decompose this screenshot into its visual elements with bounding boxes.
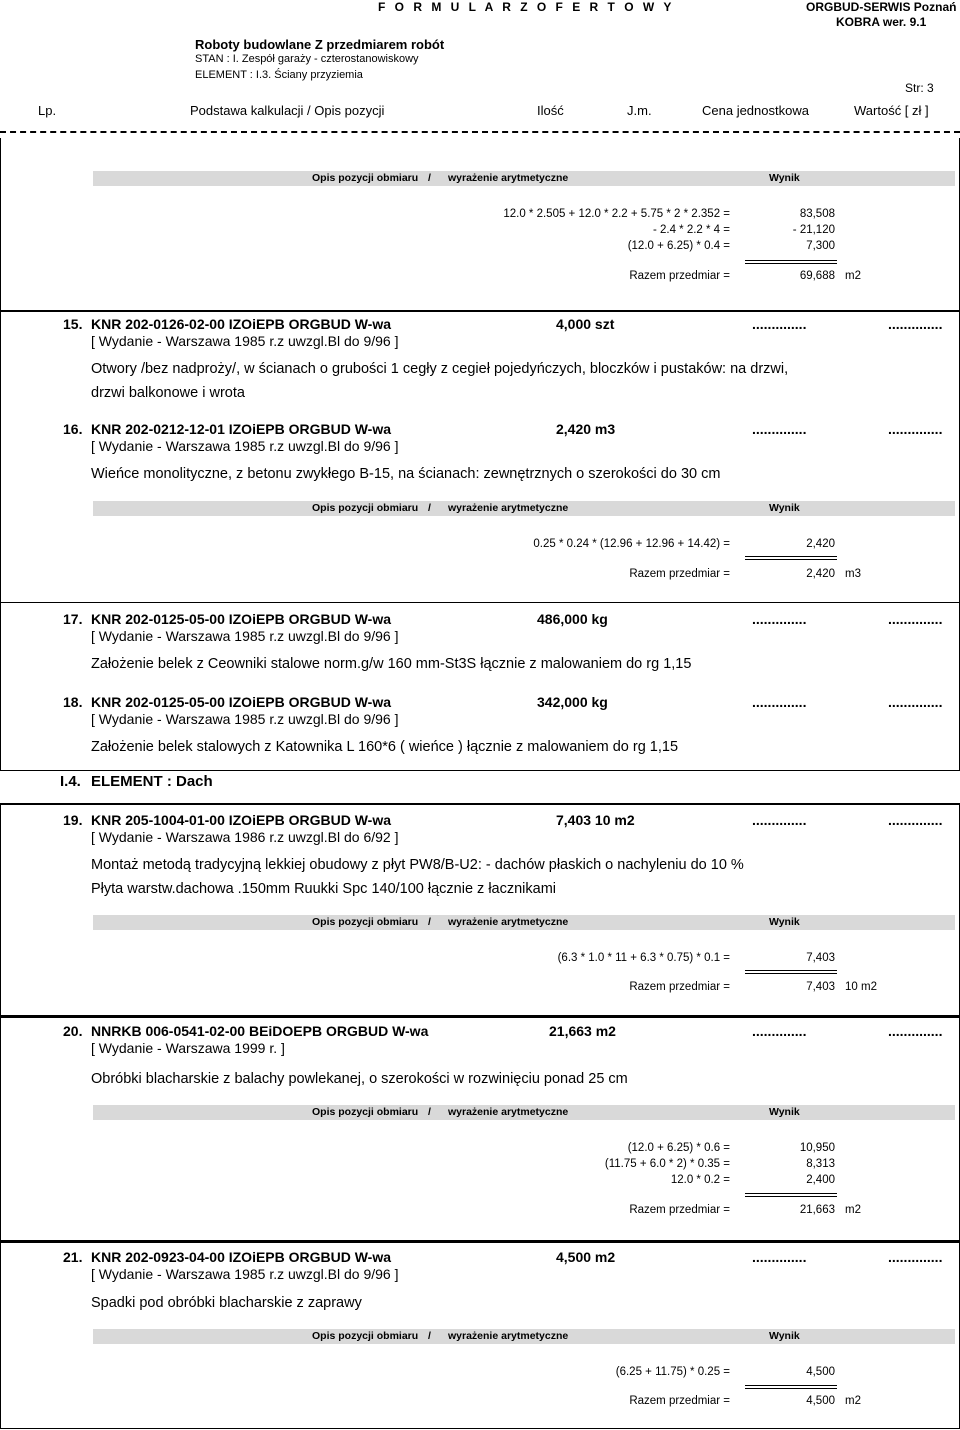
calc-header-bar: Opis pozycji obmiaru / wyrażenie arytmetyczne Wynik [93, 915, 955, 930]
header-separator [0, 131, 960, 133]
razem-label: Razem przedmiar = [629, 981, 730, 993]
item-quantity: 21,663 m2 [549, 1023, 616, 1039]
item-code: KNR 202-0125-05-00 IZOiEPB ORGBUD W-wa [91, 694, 392, 710]
item-number: 18. [63, 694, 83, 710]
item-description-line2: Płyta warstw.dachowa .150mm Ruukki Spc 140/100 łącznie z łacznikami [91, 881, 557, 897]
calc-value: 7,300 [806, 240, 835, 252]
item-description-line2: drzwi balkonowe i wrota [91, 385, 245, 401]
item-description: Założenie belek z Ceowniki stalowe norm.g/w 160 mm-St3S łącznie z malowaniem do rg 1,15 [91, 656, 692, 672]
calc-expression: - 2.4 * 2.2 * 4 = [652, 224, 730, 236]
item-edition: [ Wydanie - Warszawa 1985 r.z uwzgl.Bl do 9/96 ] [91, 711, 399, 727]
razem-label: Razem przedmiar = [629, 1395, 730, 1407]
value-dots: .............. [888, 812, 943, 828]
value-dots: .............. [888, 1023, 943, 1039]
item-number: 19. [63, 812, 83, 828]
razem-unit: 10 m2 [845, 981, 877, 993]
col-jm: J.m. [627, 103, 652, 118]
razem-value: 4,500 [806, 1395, 835, 1407]
item-number: 15. [63, 316, 83, 332]
item-code: KNR 202-0126-02-00 IZOiEPB ORGBUD W-wa [91, 316, 392, 332]
col-lp: Lp. [38, 103, 57, 118]
page-number: Str: 3 [905, 81, 934, 95]
item-code: KNR 205-1004-01-00 IZOiEPB ORGBUD W-wa [91, 812, 392, 828]
calc-value: - 21,120 [792, 224, 835, 236]
razem-label: Razem przedmiar = [629, 568, 730, 580]
document-title: Roboty budowlane Z przedmiarem robót [195, 37, 445, 52]
item-description: Obróbki blacharskie z balachy powlekanej, o szerokości w rozwinięciu ponad 25 cm [91, 1071, 628, 1087]
element-title: ELEMENT : Dach [91, 773, 213, 790]
item-edition: [ Wydanie - Warszawa 1985 r.z uwzgl.Bl do 9/96 ] [91, 438, 399, 454]
calc-expression: (12.0 + 6.25) * 0.4 = [627, 240, 730, 252]
calc-value: 2,420 [806, 538, 835, 550]
col-wartosc: Wartość [ zł ] [854, 103, 929, 118]
unit-price-dots: .............. [752, 694, 807, 710]
item-number: 21. [63, 1249, 83, 1265]
razem-unit: m2 [845, 1204, 861, 1216]
unit-price-dots: .............. [752, 812, 807, 828]
calc-header-bar: Opis pozycji obmiaru / wyrażenie arytmetyczne Wynik [93, 1329, 955, 1344]
item-quantity: 2,420 m3 [556, 421, 616, 437]
calc-value: 7,403 [806, 952, 835, 964]
calc-value: 4,500 [806, 1366, 835, 1378]
item-quantity: 4,500 m2 [556, 1249, 616, 1265]
calc-header-bar: Opis pozycji obmiaru / wyrażenie arytmetyczne Wynik [93, 171, 955, 186]
sum-rule [745, 1193, 837, 1197]
item-code: NNRKB 006-0541-02-00 BEiDOEPB ORGBUD W-wa [91, 1023, 429, 1039]
calc-expression: (12.0 + 6.25) * 0.6 = [627, 1142, 730, 1154]
item-number: 20. [63, 1023, 83, 1039]
item-number: 17. [63, 611, 83, 627]
razem-value: 2,420 [806, 568, 835, 580]
razem-unit: m3 [845, 568, 861, 580]
item-description: Spadki pod obróbki blacharskie z zaprawy [91, 1295, 362, 1311]
calc-expression: (6.25 + 11.75) * 0.25 = [615, 1366, 730, 1378]
value-dots: .............. [888, 316, 943, 332]
razem-unit: m2 [845, 1395, 861, 1407]
item-description: Założenie belek stalowych z Katownika L 160*6 ( wieńce ) łącznie z malowaniem do rg 1,15 [91, 739, 679, 755]
razem-label: Razem przedmiar = [629, 270, 730, 282]
col-ilosc: Ilość [537, 103, 564, 118]
sum-rule [745, 1385, 837, 1389]
col-cena: Cena jednostkowa [702, 103, 809, 118]
unit-price-dots: .............. [752, 421, 807, 437]
value-dots: .............. [888, 611, 943, 627]
razem-value: 21,663 [799, 1204, 835, 1216]
calc-expression: 12.0 * 0.2 = [670, 1174, 730, 1186]
item-edition: [ Wydanie - Warszawa 1999 r. ] [91, 1040, 285, 1056]
calc-expression: 0.25 * 0.24 * (12.96 + 12.96 + 14.42) = [533, 538, 730, 550]
item-number: 16. [63, 421, 83, 437]
item-quantity: 486,000 kg [537, 611, 608, 627]
unit-price-dots: .............. [752, 1249, 807, 1265]
form-title: F O R M U L A R Z O F E R T O W Y [378, 0, 675, 14]
unit-price-dots: .............. [752, 1023, 807, 1039]
item-code: KNR 202-0212-12-01 IZOiEPB ORGBUD W-wa [91, 421, 392, 437]
item-edition: [ Wydanie - Warszawa 1985 r.z uwzgl.Bl do 9/96 ] [91, 628, 399, 644]
item-description: Wieńce monolityczne, z betonu zwykłego B-15, na ścianach: zewnętrznych o szerokości do 30 cm [91, 466, 721, 482]
item-edition: [ Wydanie - Warszawa 1985 r.z uwzgl.Bl do 9/96 ] [91, 1266, 399, 1282]
col-podstawa: Podstawa kalkulacji / Opis pozycji [190, 103, 385, 118]
value-dots: .............. [888, 694, 943, 710]
sum-rule [745, 556, 837, 560]
sum-rule [745, 260, 837, 264]
element-number: I.4. [60, 773, 81, 790]
item-code: KNR 202-0125-05-00 IZOiEPB ORGBUD W-wa [91, 611, 392, 627]
item-edition: [ Wydanie - Warszawa 1986 r.z uwzgl.Bl do 6/92 ] [91, 829, 399, 845]
razem-value: 69,688 [799, 270, 835, 282]
version-label: KOBRA wer. 9.1 [836, 15, 927, 29]
razem-value: 7,403 [806, 981, 835, 993]
item-code: KNR 202-0923-04-00 IZOiEPB ORGBUD W-wa [91, 1249, 392, 1265]
company-name: ORGBUD-SERWIS Poznań [806, 0, 957, 14]
calc-value: 10,950 [799, 1142, 835, 1154]
unit-price-dots: .............. [752, 316, 807, 332]
item-description: Montaż metodą tradycyjną lekkiej obudowy z płyt PW8/B-U2: - dachów płaskich o nachyleniu do 10 % [91, 857, 744, 873]
value-dots: .............. [888, 421, 943, 437]
calc-expression: (6.3 * 1.0 * 11 + 6.3 * 0.75) * 0.1 = [557, 952, 730, 964]
item-quantity: 7,403 10 m2 [556, 812, 635, 828]
calc-value: 83,508 [799, 208, 835, 220]
calc-header-bar: Opis pozycji obmiaru / wyrażenie arytmetyczne Wynik [93, 1105, 955, 1120]
calc-expression: (11.75 + 6.0 * 2) * 0.35 = [604, 1158, 730, 1170]
calc-header-bar: Opis pozycji obmiaru / wyrażenie arytmetyczne Wynik [93, 501, 955, 516]
calc-value: 8,313 [806, 1158, 835, 1170]
calc-expression: 12.0 * 2.505 + 12.0 * 2.2 + 5.75 * 2 * 2.352 = [503, 208, 730, 220]
element-label: ELEMENT : I.3. Ściany przyziemia [195, 69, 363, 81]
razem-label: Razem przedmiar = [629, 1204, 730, 1216]
calc-value: 2,400 [806, 1174, 835, 1186]
sum-rule [745, 970, 837, 974]
stan-label: STAN : I. Zespół garaży - czterostanowiskowy [195, 53, 419, 65]
unit-price-dots: .............. [752, 611, 807, 627]
value-dots: .............. [888, 1249, 943, 1265]
item-description: Otwory /bez nadproży/, w ścianach o grubości 1 cegły z cegieł pojedyńczych, bloczków i pustaków: na drzwi, [91, 361, 789, 377]
item-edition: [ Wydanie - Warszawa 1985 r.z uwzgl.Bl do 9/96 ] [91, 333, 399, 349]
item-quantity: 342,000 kg [537, 694, 608, 710]
razem-unit: m2 [845, 270, 861, 282]
item-quantity: 4,000 szt [556, 316, 615, 332]
item-separator [0, 602, 960, 603]
